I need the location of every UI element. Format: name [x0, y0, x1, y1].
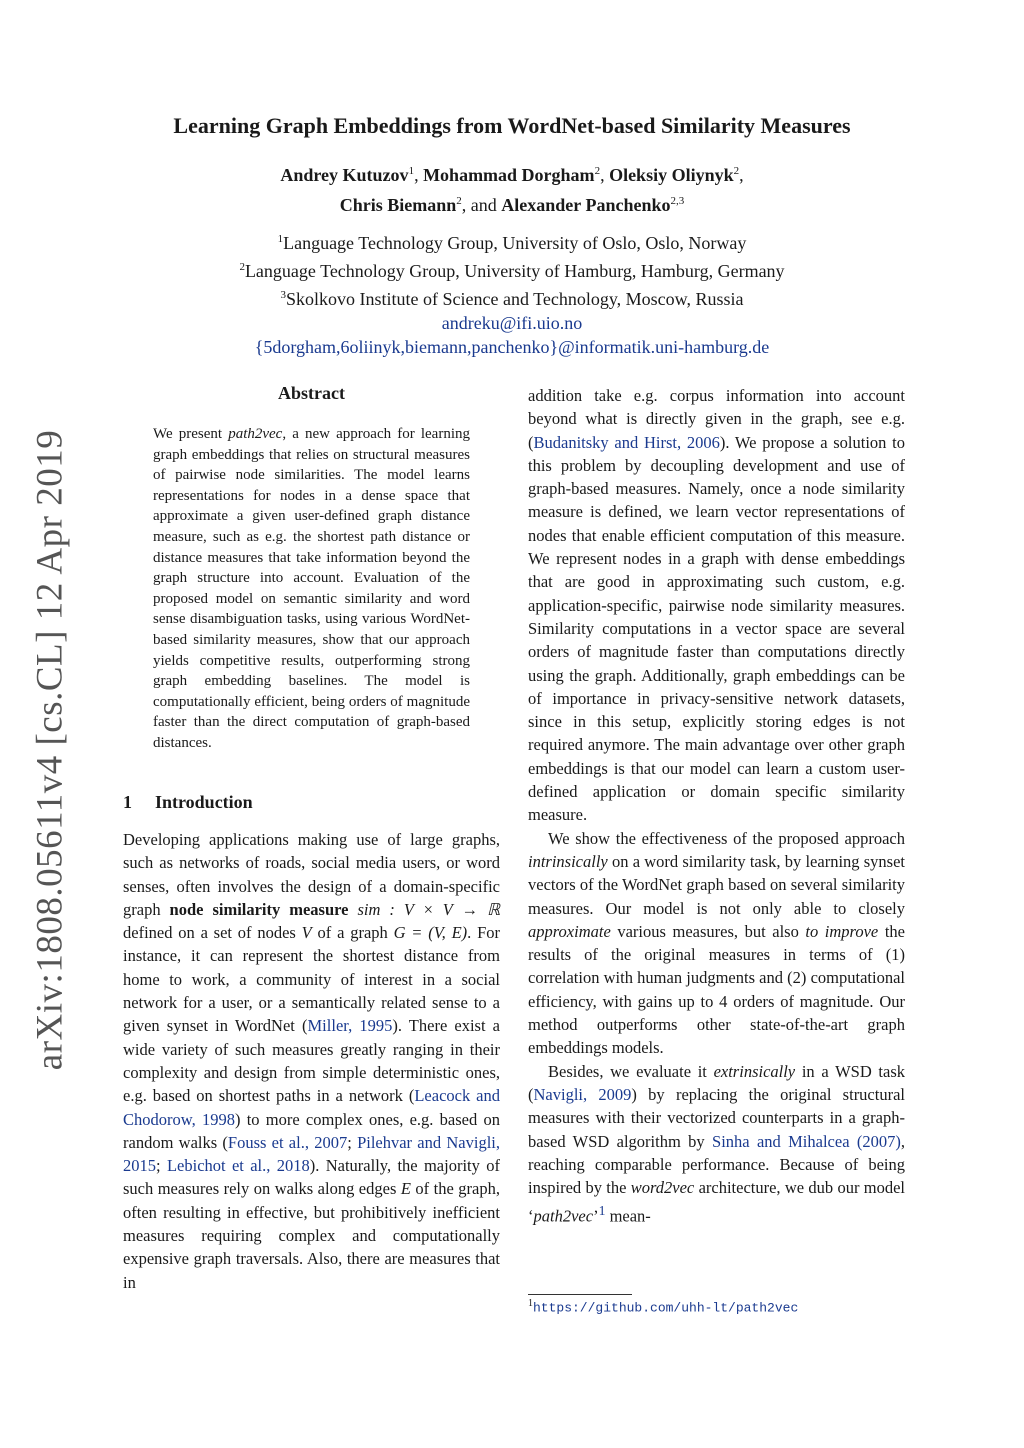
arxiv-identifier: arXiv:1808.05611v4 [cs.CL] 12 Apr 2019	[29, 429, 71, 1071]
citation-link[interactable]: (2007)	[856, 1131, 901, 1151]
citation-link[interactable]: Sinha and Mihalcea	[712, 1131, 850, 1151]
author-name: Alexander Panchenko	[501, 195, 671, 215]
footnote: $^1$https://github.com/uhh-lt/path2vec	[528, 1298, 799, 1316]
author-name: Chris Biemann	[339, 195, 457, 215]
citation-link[interactable]: Budanitsky and Hirst, 2006	[533, 432, 720, 452]
affiliations	[0, 227, 1024, 359]
footnote-divider	[528, 1294, 632, 1295]
abstract-heading: Abstract	[278, 383, 345, 403]
paper-title: Learning Graph Embeddings from WordNet-based Similarity Measures	[173, 113, 851, 138]
section-heading-introduction: 1 Introduction	[123, 792, 253, 812]
citation-link[interactable]: Leacock and Chodorow, 1998	[123, 1086, 500, 1129]
footnote-url-link[interactable]: https://github.com/uhh-lt/path2vec	[533, 1300, 799, 1316]
author-name: Oleksiy Oliynyk	[609, 165, 734, 185]
affiliation-line: $^3$Skolkovo Institute of Science and Technology, Moscow, Russia	[280, 289, 744, 309]
intro-paragraph: Developing applications making use of large graphs, such as networks of roads, social media users, or word senses, often involves the design of a domain-specific graph node similarity measure sim : V × V → ℝ defined on a set of nodes V of a graph G = (V, E). For instance, it can represent the shortest distance from home to work, a community of interest in a social network for a user, or a semantically related sense to a given synset in WordNet (Miller, 1995). There exist a wide variety of such measures greatly ranging in their complexity and design from simple deterministic ones, e.g. based on shortest paths in a network (Leacock and Chodorow, 1998) to more complex ones, e.g. based on random walks (Fouss et al., 2007; Pilehvar and Navigli, 2015; Lebichot et al., 2018). Naturally, the majority of such measures rely on walks along edges E of the graph, often resulting in effective, but prohibitively inefficient measures requiring complex and computationally expensive graph traversals. Also, there are measures that in	[123, 830, 501, 1292]
paragraph: addition take e.g. corpus information into account beyond what is directly given in the graph, see e.g. (Budanitsky and Hirst, 2006). We propose a solution to this problem by decoupling development and use of graph-based measures. Namely, once a node similarity measure is defined, we learn vector representations of nodes that enable efficient computation of this measure. We represent nodes in a graph with dense embeddings that are good in approximating such custom, e.g. application-specific, pairwise node similarity measures. Similarity computations in a vector space are several orders of magnitude faster than computations directly using the graph. Additionally, graph embeddings can be of importance in privacy-sensitive network datasets, since in this setup, explicitly storing edges is not required anymore. The main advantage over other graph embeddings is that our model can learn a custom user-defined application or domain specific similarity measure.	[528, 386, 906, 825]
right-column-text	[528, 384, 905, 1228]
citation-link[interactable]: Fouss et al., 2007	[227, 1132, 348, 1152]
author-name: Mohammad Dorgham	[423, 165, 595, 185]
citation-link[interactable]: Lebichot et al., 2018	[166, 1156, 310, 1176]
email-link[interactable]: andreku@ifi.uio.no	[441, 313, 583, 333]
citation-link[interactable]: Navigli, 2009	[533, 1084, 632, 1104]
arxiv-sidebar-stamp	[25, 429, 75, 1071]
citation-link[interactable]: Miller, 1995	[307, 1016, 393, 1036]
footnote-marker[interactable]: 1	[598, 1203, 606, 1219]
paragraph: We show the effectiveness of the proposed approach intrinsically on a word similarity task, by learning synset vectors of the WordNet graph based on several similarity measures. Our model is not only able to closely approximate various measures, but also to improve the results of the original measures in terms of (1) correlation with human judgments and (2) computational efficiency, with gains up to 4 orders of magnitude. Our method outperforms other state-of-the-art graph embeddings models.	[528, 828, 905, 1058]
affiliation-line: $^1$Language Technology Group, University of Oslo, Oslo, Norway	[277, 233, 747, 253]
abstract-text: We present path2vec, a new approach for learning graph embeddings that relies on structural measures of pairwise node similarities. The model learns representations for nodes in a dense space that approximate a given user-defined graph distance measure, such as e.g. the shortest path distance or distance measures that take information beyond the graph structure into account. Evaluation of the proposed model on semantic similarity and word sense disambiguation tasks, using various WordNet-based similarity measures, show that our approach yields competitive results, outperforming strong graph embedding baselines. The model is computationally efficient, being orders of magnitude faster than the direct computation of graph-based distances.	[153, 426, 470, 751]
affiliation-line: $^2$Language Technology Group, University of Hamburg, Hamburg, Germany	[239, 261, 785, 281]
author-name: Andrey Kutuzov	[280, 165, 409, 185]
paragraph: Besides, we evaluate it extrinsically in a WSD task (Navigli, 2009) by replacing the original structural measures with their vectorized counterparts in a graph-based WSD algorithm by Sinha and Mihalcea (2007), reaching comparable performance. Because of being inspired by the word2vec architecture, we dub our model ‘path2vec’$^1$ mean-	[528, 1061, 906, 1226]
citation-link[interactable]: Pilehvar and Navigli, 2015	[123, 1132, 500, 1176]
email-link[interactable]: {5dorgham,6oliinyk,biemann,panchenko}@informatik.uni-hamburg.de	[254, 337, 770, 357]
author-list: Andrey Kutuzov$^1$, Mohammad Dorgham$^2$, Oleksiy Oliynyk$^2$, Chris Biemann$^2$, and Alexander Panchenko$^{2,3}$	[280, 165, 744, 215]
